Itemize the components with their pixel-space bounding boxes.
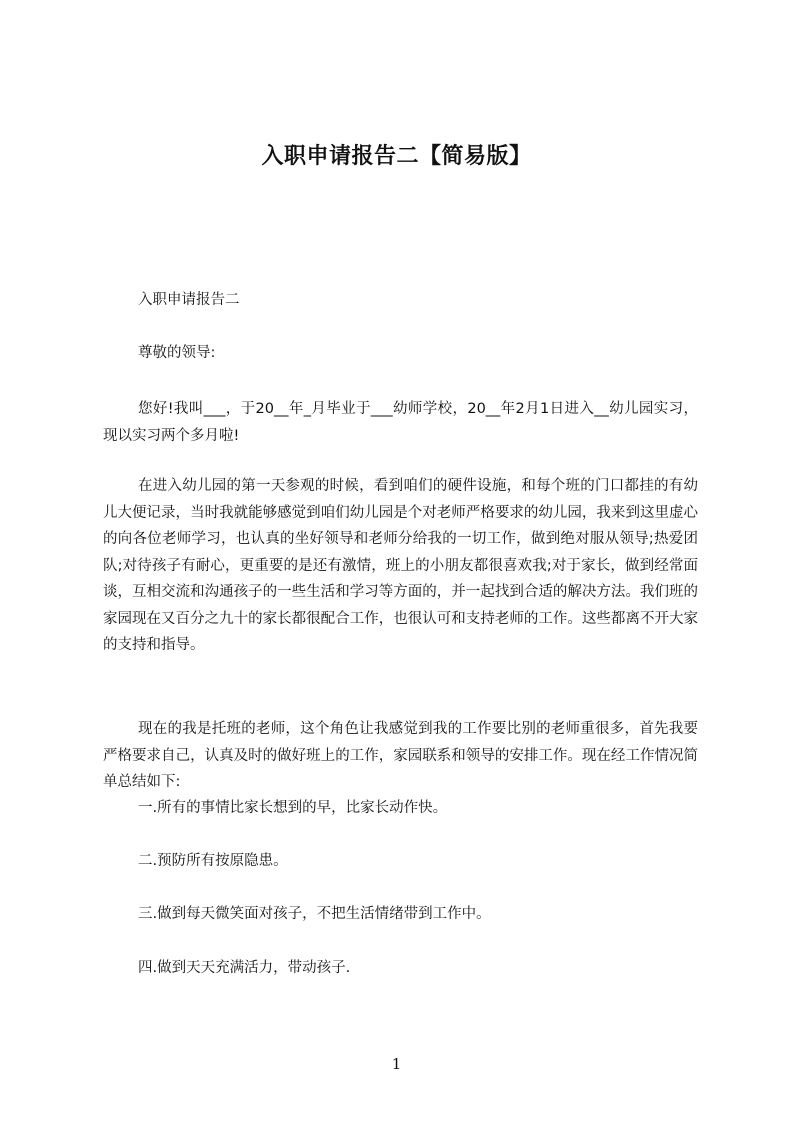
page-title: 入职申请报告二【简易版】 <box>261 144 532 169</box>
paragraph-role: 现在的我是托班的老师，这个角色让我感觉到我的工作要比别的老师重很多，首先我要严格要求自己，认真及时的做好班上的工作，家园联系和领导的安排工作。现在经工作情况简单总结如下: <box>103 721 698 790</box>
list-item: 二.预防所有按原隐患。 <box>138 853 288 869</box>
list-item: 一.所有的事情比家长想到的早，比家长动作快。 <box>138 800 448 816</box>
heading-line: 入职申请报告二 <box>138 292 240 308</box>
greeting: 尊敬的领导: <box>138 345 216 361</box>
list-item: 四.做到天天充满活力，带动孩子. <box>138 960 351 976</box>
paragraph-intro: 您好!我叫___，于20__年_月毕业于___幼师学校，20__年2月1日进入__幼儿园实习，现以实习两个多月啦! <box>103 401 698 444</box>
paragraph-experience: 在进入幼儿园的第一天参观的时候，看到咱们的硬件设施，和每个班的门口都挂的有幼儿大便记录，当时我就能够感觉到咱们幼儿园是个对老师严格要求的幼儿园，我来到这里虚心的向各位老师学习，也认真的坐好领导和老师分给我的一切工作，做到绝对服从领导;热爱团队;对待孩子有耐心，更重要的是还有激情，班上的小朋友都很喜欢我;对于家长，做到经常面谈，互相交流和沟通孩子的一些生活和学习等方面的，并一起找到合适的解决方法。我们班的家园现在又百分之九十的家长都很配合工作，也很认可和支持老师的工作。这些都离不开大家的支持和指导。 <box>103 478 698 653</box>
list-item: 三.做到每天微笑面对孩子，不把生活情绪带到工作中。 <box>138 906 491 922</box>
page-number: 1 <box>391 1055 402 1073</box>
